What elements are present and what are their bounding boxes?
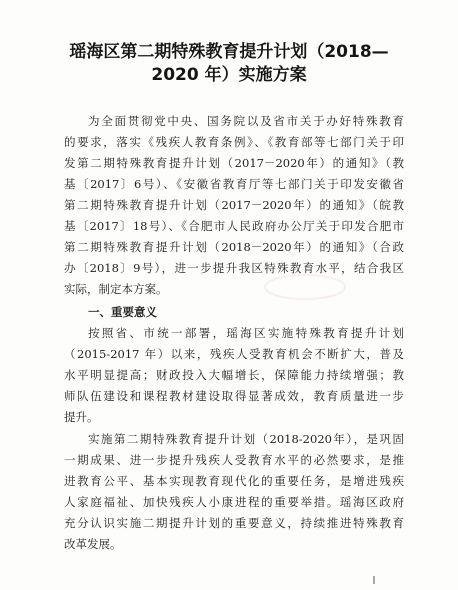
paragraph-significance-1 xyxy=(64,323,404,428)
text-line: 改革发展。 xyxy=(64,537,122,551)
text-line: 第二期特殊教育提升计划（2017－2020年）的通知》（皖教 xyxy=(64,198,404,212)
text-line: 办〔2018〕9号），进一步提升我区特殊教育水平，结合我区 xyxy=(64,261,404,275)
text-line: 人家庭福祉、加快残疾人小康进程的重要举措。瑶海区政府 xyxy=(64,495,404,509)
text-line: 第二期特殊教育提升计划（2018－2020年）的通知》（合政 xyxy=(64,240,404,254)
paragraph-intro xyxy=(64,111,404,300)
document-title-line-2: 2020 年）实施方案 xyxy=(151,65,307,85)
text-line: 水平明显提高；财政投入大幅增长，保障能力持续增强；教 xyxy=(64,368,404,382)
text-line: 实际，制定本方案。 xyxy=(64,282,168,296)
scan-mark xyxy=(373,576,375,584)
text-line: 基〔2017〕18号）、《合肥市人民政府办公厅关于印发合肥市 xyxy=(64,219,404,233)
paragraph-significance-2 xyxy=(64,429,404,555)
text-line: （2015-2017 年）以来，残疾人受教育机会不断扩大，普及 xyxy=(64,347,404,361)
text-line: 实施第二期特殊教育提升计划（2018-2020年），是巩固 xyxy=(88,432,404,446)
text-line: 进教育公平、基本实现教育现代化的重要任务，是增进残疾 xyxy=(64,474,404,488)
document-title-line-1: 瑶海区第二期特殊教育提升计划（2018— xyxy=(69,42,389,62)
text-line: 为全面贯彻党中央、国务院以及省市关于办好特殊教育 xyxy=(88,114,404,128)
text-line: 充分认识实施二期提升计划的重要意义，持续推进特殊教育 xyxy=(64,516,404,530)
text-line: 基〔2017〕6号）、《安徽省教育厅等七部门关于印发安徽省 xyxy=(64,177,404,191)
text-line: 一期成果、进一步提升残疾人受教育水平的必然要求，是推 xyxy=(64,453,404,467)
text-line: 发第二期特殊教育提升计划（2017－2020年）的通知》（教 xyxy=(64,156,404,170)
section-heading-text: 一、重要意义 xyxy=(88,305,157,319)
text-line: 提升。 xyxy=(64,410,99,424)
text-line: 的要求，落实《残疾人教育条例》、《教育部等七部门关于印 xyxy=(64,135,404,149)
section-heading-significance xyxy=(64,302,404,323)
text-line: 师队伍建设和课程教材建设取得显著成效，教育质量进一步 xyxy=(64,389,404,403)
text-line: 按照省、市统一部署，瑶海区实施特殊教育提升计划 xyxy=(88,326,404,340)
